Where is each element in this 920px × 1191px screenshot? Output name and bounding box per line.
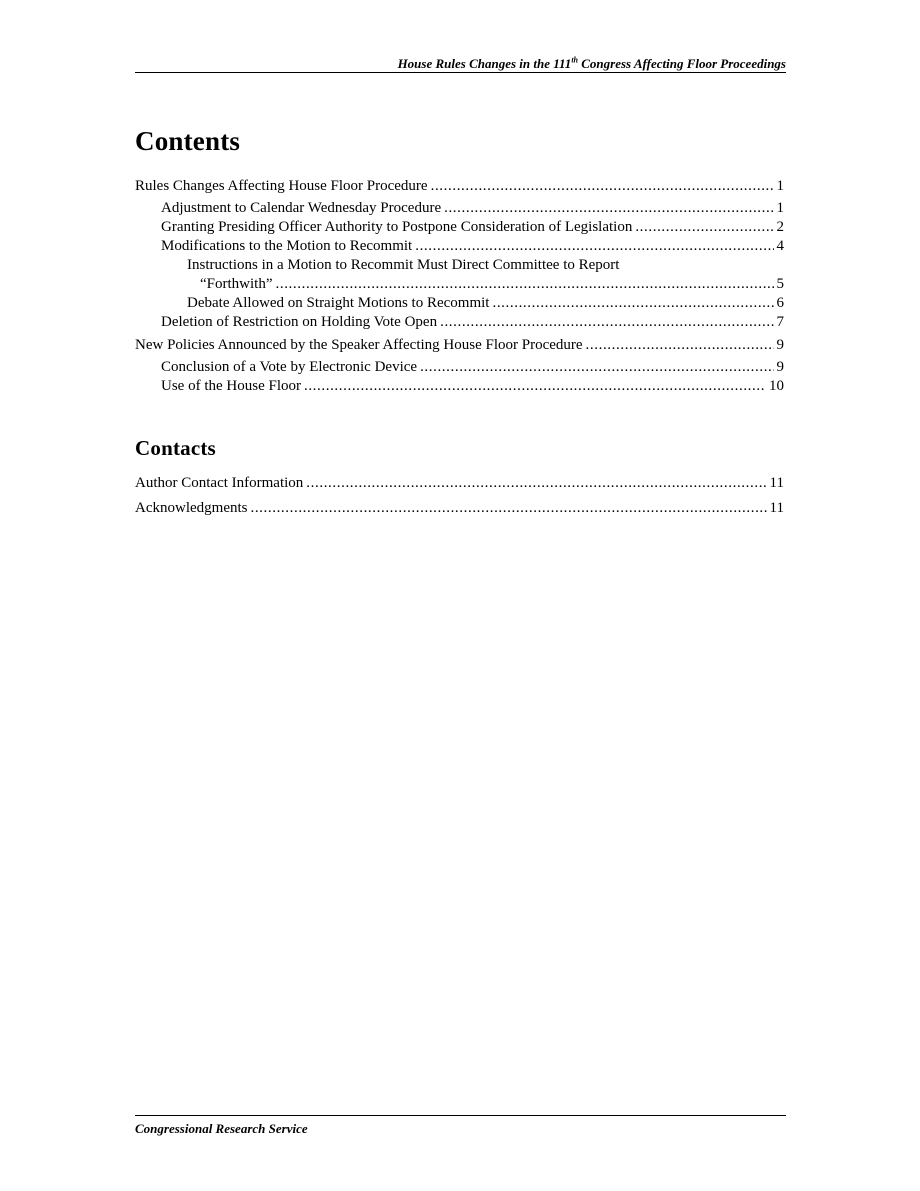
toc-entry-title: Acknowledgments (135, 500, 248, 516)
toc-entry-title: Modifications to the Motion to Recommit (161, 238, 413, 254)
toc-entry[interactable] (161, 313, 784, 332)
running-header (135, 55, 786, 72)
toc-dot-leader (304, 377, 766, 396)
toc-entry-title-continuation: “Forthwith” (200, 276, 273, 292)
contents-heading: Contents (135, 126, 241, 156)
toc-entry-title: Granting Presiding Officer Authority to Postpone Consideration of Legislation (161, 219, 633, 235)
toc-entry[interactable] (187, 294, 784, 313)
toc-entry[interactable] (161, 358, 784, 377)
toc-entry-continuation[interactable] (200, 275, 784, 294)
toc-dot-leader (420, 358, 773, 377)
toc-entry-title: Deletion of Restriction on Holding Vote Open (161, 314, 438, 330)
toc-entry-title: Debate Allowed on Straight Motions to Recommit (187, 295, 490, 311)
toc-page-number: 10 (769, 378, 784, 394)
toc-entry-title: Use of the House Floor (161, 378, 301, 394)
toc-entry-title: Instructions in a Motion to Recommit Must Direct Committee to Report (187, 257, 620, 273)
toc-page-number: 11 (769, 475, 784, 491)
toc-page-number: 4 (776, 238, 784, 254)
toc-page-number: 1 (776, 178, 784, 194)
toc-entry[interactable] (161, 237, 784, 256)
footer-rule (135, 1115, 786, 1116)
toc-page-number: 1 (776, 200, 784, 216)
header-rule (135, 72, 786, 73)
toc-entry[interactable] (135, 336, 784, 355)
running-header-title: House Rules Changes in the 111 (397, 56, 572, 71)
toc-page-number: 9 (776, 337, 784, 353)
toc-entry[interactable] (161, 377, 784, 396)
toc-dot-leader (492, 294, 773, 313)
toc-page-number: 2 (776, 219, 784, 235)
toc-entry-title: Rules Changes Affecting House Floor Procedure (135, 178, 428, 194)
toc-dot-leader (635, 218, 773, 237)
toc-dot-leader (250, 499, 766, 518)
toc-entry[interactable] (135, 177, 784, 196)
toc-entry[interactable] (135, 499, 784, 518)
toc-entry-title: Adjustment to Calendar Wednesday Procedure (161, 200, 442, 216)
running-header-title-rest: Congress Affecting Floor Proceedings (577, 56, 786, 71)
running-header-superscript: th (571, 55, 578, 65)
toc-dot-leader (306, 474, 766, 493)
toc-dot-leader (276, 275, 774, 294)
toc-entry-title: New Policies Announced by the Speaker Affecting House Floor Procedure (135, 337, 583, 353)
toc-entry[interactable] (135, 474, 784, 493)
running-footer: Congressional Research Service (135, 1121, 308, 1136)
toc-dot-leader (431, 177, 774, 196)
toc-entry-title: Conclusion of a Vote by Electronic Device (161, 359, 418, 375)
toc-entry-title: Author Contact Information (135, 475, 304, 491)
toc-entry[interactable] (161, 199, 784, 218)
toc-dot-leader (440, 313, 773, 332)
contacts-heading: Contacts (135, 436, 216, 460)
toc-page-number: 6 (776, 295, 784, 311)
toc-page-number: 9 (776, 359, 784, 375)
toc-dot-leader (415, 237, 773, 256)
toc-page-number: 7 (776, 314, 784, 330)
toc-page-number: 5 (776, 276, 784, 292)
toc-dot-leader (586, 336, 774, 355)
toc-entry[interactable] (187, 256, 784, 275)
toc-entry[interactable] (161, 218, 784, 237)
toc-dot-leader (444, 199, 773, 218)
toc-page-number: 11 (769, 500, 784, 516)
